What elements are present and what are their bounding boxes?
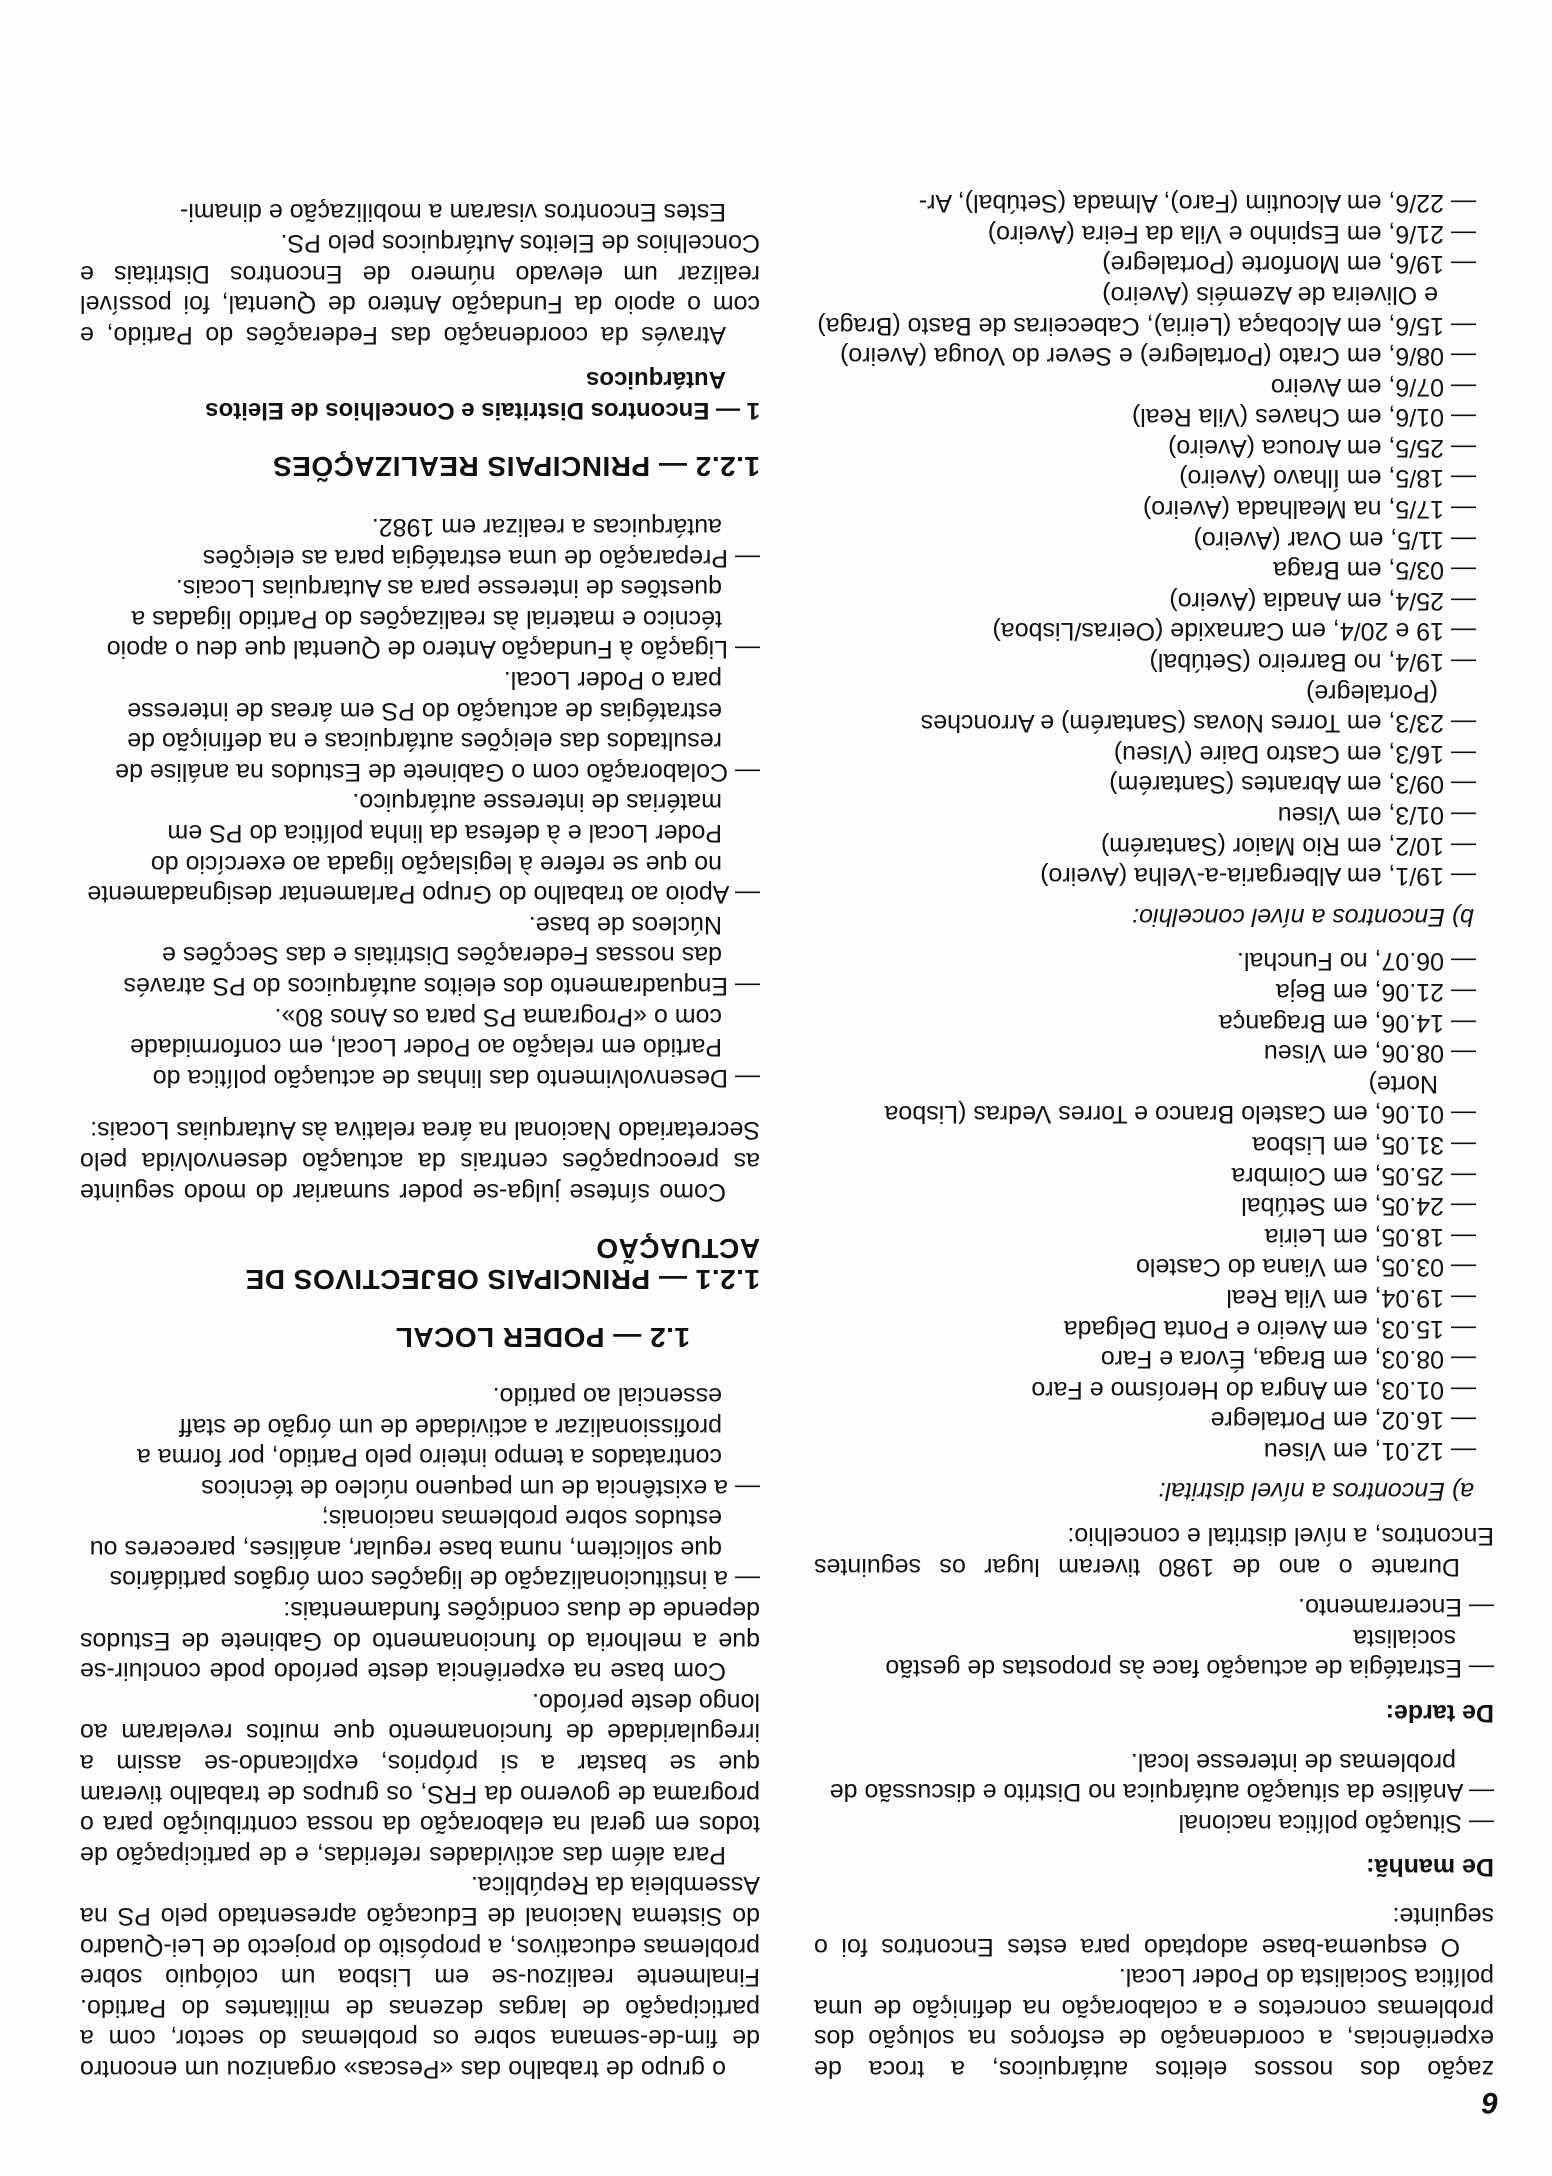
list-item: — 15/6, em Alcobaça (Leiria), Cabeceiras de Basto (Braga) e Oliveira de Azeméis (Aveiro) (817, 280, 1476, 340)
label-distrital: a) Encontros a nível distrital: (1158, 1477, 1474, 1506)
schedule-item: — Encerramento. (1298, 1593, 1494, 1622)
list-item: — 25/5, em Arouca (Aveiro) (1167, 433, 1476, 462)
schedule-item: — Situação política nacional (1178, 1808, 1494, 1837)
right-column (80, 197, 760, 2084)
paragraph: o grupo de trabalho das «Pescas» organizou um encontro de fim-de-semana sobre os problemas do sector, com a participação de largas dezenas de militantes do Partido. Finalmente realizou-se em Lisboa um colóquio sobre problemas educativos, a propósito do projecto de Lei-Quadro do Sistema Nacional de Educação apresentado pelo PS na Assembleia da República. (80, 1871, 760, 2083)
list-item: — 18.05, em Leiria (1264, 1222, 1476, 1251)
left-column (814, 188, 1494, 2084)
paragraph: Para além das actividades referidas, e de participação de todos em geral na elaboração da nossa contribuição para o programa de governo da FRS, os grupos de trabalho tiveram que se bastar a si próprios, explicando-se assim a irregularidade de funcionamento que muitos revelaram ao longo deste período. (80, 1687, 760, 1869)
list-item: — 19/6, em Monforte (Portalegre) (1102, 250, 1476, 279)
list-item: — 24.05, em Setúbal (1241, 1192, 1476, 1221)
section-heading-objectivos: 1.2.1 — PRINCIPAIS OBJECTIVOS DE ACTUAÇÃO (245, 1233, 760, 1295)
list-item: — 07/6, em Aveiro (1270, 372, 1476, 401)
list-item: — 09/3, em Abrantes (Santarém) (1109, 770, 1476, 799)
list-item: — 06.07, no Funchal. (1236, 947, 1476, 976)
list-item: — 19 e 20/4, em Carnaxide (Oeiras/Lisboa) (992, 617, 1476, 646)
heading-de-manha: De manhã: (1366, 1853, 1494, 1882)
list-item: — 01.06, em Castelo Branco e Torres Vedras (Lisboa Norte) (884, 1069, 1476, 1129)
list-item: — 17/5, na Mealhada (Aveiro) (1142, 495, 1476, 524)
paragraph: Com base na experiência deste período pode concluir-se que a melhoria do funcionamento do Gabinete de Estudos depende de duas condições fundamentais: (80, 1596, 760, 1686)
list-item: — 19/1, em Albergaria-a-Velha (Aveiro) (1040, 862, 1476, 891)
list-item: — 16/3, em Castro Daire (Viseu) (1113, 739, 1476, 768)
page-number: 6 (1482, 2086, 1499, 2119)
paragraph: Estes Encontros visaram a mobilização e dinami- (179, 198, 726, 227)
list-item: — 14.06, em Bragança (1218, 1008, 1476, 1037)
list-item: — 21.06, em Beja (1275, 978, 1476, 1006)
section-heading-realizacoes: 1.2.2 — PRINCIPAIS REALIZAÇÕES (272, 451, 760, 483)
condition-item: — a institucionalização de ligações com órgãos partidários que solicitem, numa base regular, análises, pareceres ou estudos sobre problemas nacionais; (89, 1504, 760, 1594)
objective-item: — Desenvolvimento das linhas de actuação política do Partido em relação ao Poder Local, em conformidade com o «Programa PS para os Anos 80». (130, 1002, 760, 1092)
list-item: — 11/5, em Ovar (Aveiro) (1193, 525, 1476, 554)
list-item: — 01/6, em Chaves (Vila Real) (1131, 403, 1476, 432)
condition-item: — a existência de um pequeno núcleo de técnicos contratados a tempo inteiro pelo Partido, por forma a profissionalizar a actividade de um órgão de staff essencial ao partido. (136, 1381, 760, 1502)
list-item: — 12.01, em Viseu (1263, 1436, 1476, 1465)
heading-de-tarde: De tarde: (1385, 1699, 1494, 1728)
schedule-item: — Estratégia de actuação face às propostas de gestão socialista (885, 1623, 1494, 1683)
list-item: — 01/3, em Viseu (1277, 801, 1476, 830)
list-item: — 08/6, em Crato (Portalegre) e Sever do Vouga (Aveiro) (840, 342, 1476, 371)
objective-item: — Preparação de uma estratégia para as eleições autárquicas a realizar em 1982. (202, 513, 760, 572)
paragraph: Durante o ano de 1980 tiveram lugar os seguintes Encontros, a nível distrital e concelhio: (814, 1522, 1494, 1581)
list-item: — 19.04, em Vila Real (1226, 1283, 1476, 1312)
list-item: — 10/2, em Rio Maior (Santarém) (1100, 831, 1476, 860)
distrital-list (814, 946, 1494, 1466)
paragraph: zação dos nossos eleitos autárquicos, a troca de experiências, a coordenação de esforços na solução dos problemas concretos e a colaboração na definição de uma política Socialista do Poder Local. (814, 1963, 1494, 2083)
section-heading-poder-local: 1.2 — PODER LOCAL (395, 1322, 690, 1354)
objective-item: — Apoio ao trabalho do Grupo Parlamentar designadamente no que se refere à legislação ligada ao exercício do Poder Local e à defesa da linha política do PS em matérias de interesse autárquico. (87, 788, 760, 909)
objective-item: — Colaboração com o Gabinete de Estudos na análise de resultados das eleições autárquicas e na definição de estratégias de actuação do PS em áreas de interesse para o Poder Local. (115, 666, 760, 786)
schedule-item: — Análise da situação autárquica no Distrito e discussão de problemas de interesse local. (829, 1747, 1494, 1807)
concelhio-list (814, 188, 1494, 892)
list-item: — 08.06, em Viseu (1263, 1039, 1476, 1068)
list-item: — 22/6, em Alcoutim (Faro), Almada (Setúbal), Ar- (918, 189, 1476, 218)
list-item: — 08.03, em Braga, Évora e Faro (1100, 1345, 1476, 1374)
objective-item: — Ligação à Fundação Antero de Quental que deu o apoio técnico e material às realizações do Partido ligadas a questões de interesse para as Autarquias Locais. (106, 574, 760, 664)
paragraph: Como síntese julga-se poder sumariar do modo seguinte as preocupações centrais da actuação desenvolvida pelo Secretariado Nacional na área relativa às Autarquias Locais: (80, 1116, 760, 1206)
list-item: — 25/4, em Anadia (Aveiro) (1169, 586, 1476, 615)
list-item: — 15.03, em Aveiro e Ponta Delgada (1063, 1314, 1476, 1343)
paragraph: O esquema-base adoptado para estes Encontros foi o seguinte: (814, 1902, 1494, 1961)
list-item: — 25.05, em Coimbra (1231, 1161, 1476, 1190)
list-item: — 21/6, em Espinho e Vila da Feira (Aveiro) (987, 219, 1476, 248)
list-item: — 16.02, em Portalegre (1210, 1406, 1476, 1435)
list-item: — 01.03, em Angra do Heroísmo e Faro (1031, 1375, 1476, 1404)
list-item: — 18/5, em Ílhavo (Aveiro) (1179, 464, 1476, 493)
paragraph: Através da coordenação das Federações do Partido, e com o apoio da Fundação Antero de Quental, foi possível realizar um elevado número de Encontros Distritais e Concelhios de Eleitos Autárquicos pelo PS. (80, 228, 760, 349)
list-item: — 19/4, no Barreiro (Setúbal) (1149, 648, 1476, 677)
list-item: — 03.05, em Viana do Castelo (1135, 1253, 1476, 1282)
label-concelhio: b) Encontros a nível concelhio: (1132, 902, 1474, 931)
list-item: — 31.05, em Lisboa (1252, 1130, 1476, 1159)
list-item: — 23/3, em Torres Novas (Santarém) e Arronches (Portalegre) (920, 678, 1476, 738)
objective-item: — Enquadramento dos eleitos autárquicos do PS através das nossas Federações Distritais e das Secções e Núcleos de base. (123, 910, 760, 1000)
subsection-heading-encontros: 1 — Encontros Distritais e Concelhios de Eleitos Autárquicos (205, 366, 760, 424)
list-item: — 03/5, em Braga (1273, 556, 1476, 585)
